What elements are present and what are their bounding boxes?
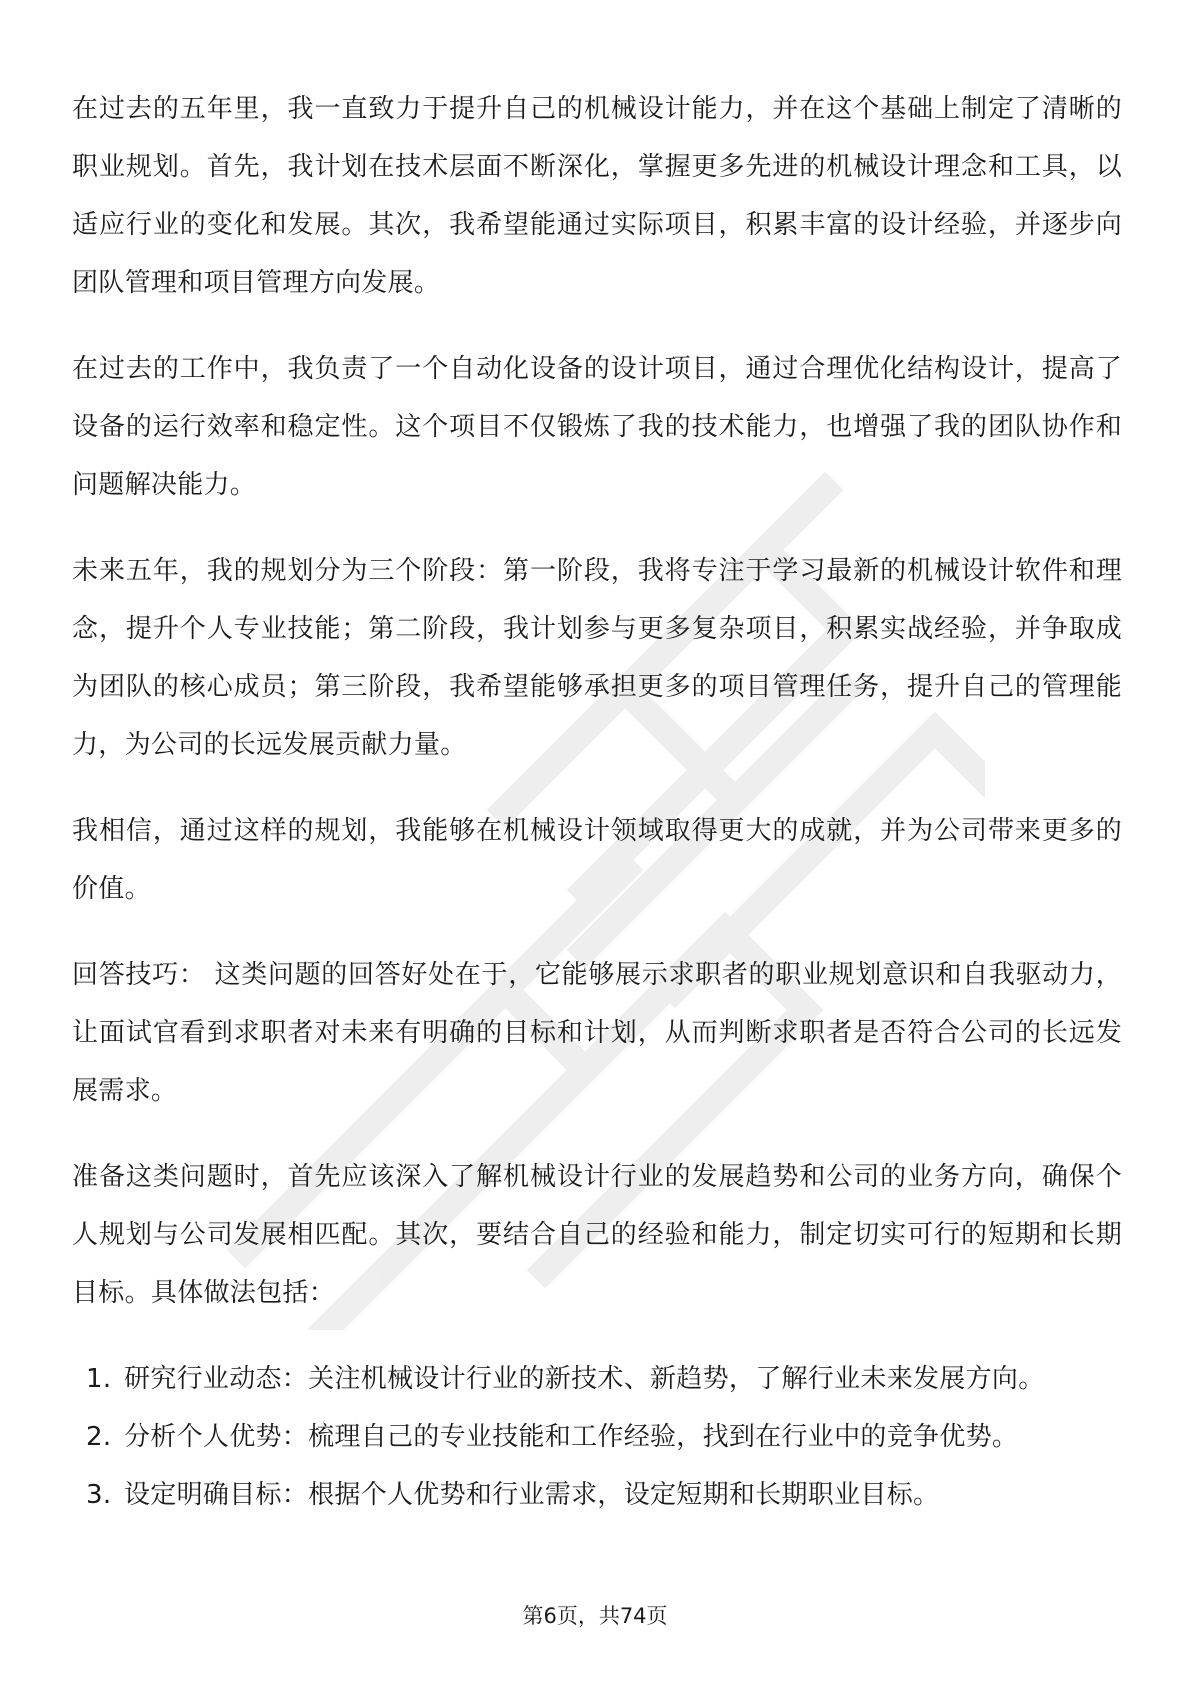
document-body [72, 80, 1122, 1524]
list-item-text: 设定明确目标：根据个人优势和行业需求，设定短期和长期职业目标。 [124, 1480, 940, 1510]
paragraph-past-project: 在过去的工作中，我负责了一个自动化设备的设计项目，通过合理优化结构设计，提高了设备的运行效率和稳定性。这个项目不仅锻炼了我的技术能力，也增强了我的团队协作和问题解决能力。 [72, 354, 1122, 500]
list-item [72, 1466, 1122, 1524]
list-item [72, 1408, 1122, 1466]
paragraph-belief: 我相信，通过这样的规划，我能够在机械设计领域取得更大的成就，并为公司带来更多的价值。 [72, 816, 1122, 904]
paragraph-career-plan: 在过去的五年里，我一直致力于提升自己的机械设计能力，并在这个基础上制定了清晰的职业规划。首先，我计划在技术层面不断深化，掌握更多先进的机械设计理念和工具，以适应行业的变化和发展。其次，我希望能通过实际项目，积累丰富的设计经验，并逐步向团队管理和项目管理方向发展。 [72, 94, 1122, 298]
list-item-number: 3. [86, 1480, 112, 1510]
page-number-footer: 第6页，共74页 [522, 1604, 668, 1628]
list-item-number: 2. [86, 1422, 112, 1452]
paragraph-five-year-stages: 未来五年，我的规划分为三个阶段：第一阶段，我将专注于学习最新的机械设计软件和理念，提升个人专业技能；第二阶段，我计划参与更多复杂项目，积累实战经验，并争取成为团队的核心成员；第三阶段，我希望能够承担更多的项目管理任务，提升自己的管理能力，为公司的长远发展贡献力量。 [72, 556, 1122, 760]
preparation-steps-list [72, 1350, 1122, 1524]
list-item [72, 1350, 1122, 1408]
paragraph-preparation: 准备这类问题时，首先应该深入了解机械设计行业的发展趋势和公司的业务方向，确保个人规划与公司发展相匹配。其次，要结合自己的经验和能力，制定切实可行的短期和长期目标。具体做法包括： [72, 1162, 1122, 1308]
list-item-text: 研究行业动态：关注机械设计行业的新技术、新趋势，了解行业未来发展方向。 [124, 1364, 1045, 1394]
list-item-text: 分析个人优势：梳理自己的专业技能和工作经验，找到在行业中的竞争优势。 [124, 1422, 1019, 1452]
list-item-number: 1. [86, 1364, 112, 1394]
paragraph-answer-tips: 回答技巧： 这类问题的回答好处在于，它能够展示求职者的职业规划意识和自我驱动力，让面试官看到求职者对未来有明确的目标和计划，从而判断求职者是否符合公司的长远发展需求。 [72, 960, 1122, 1106]
